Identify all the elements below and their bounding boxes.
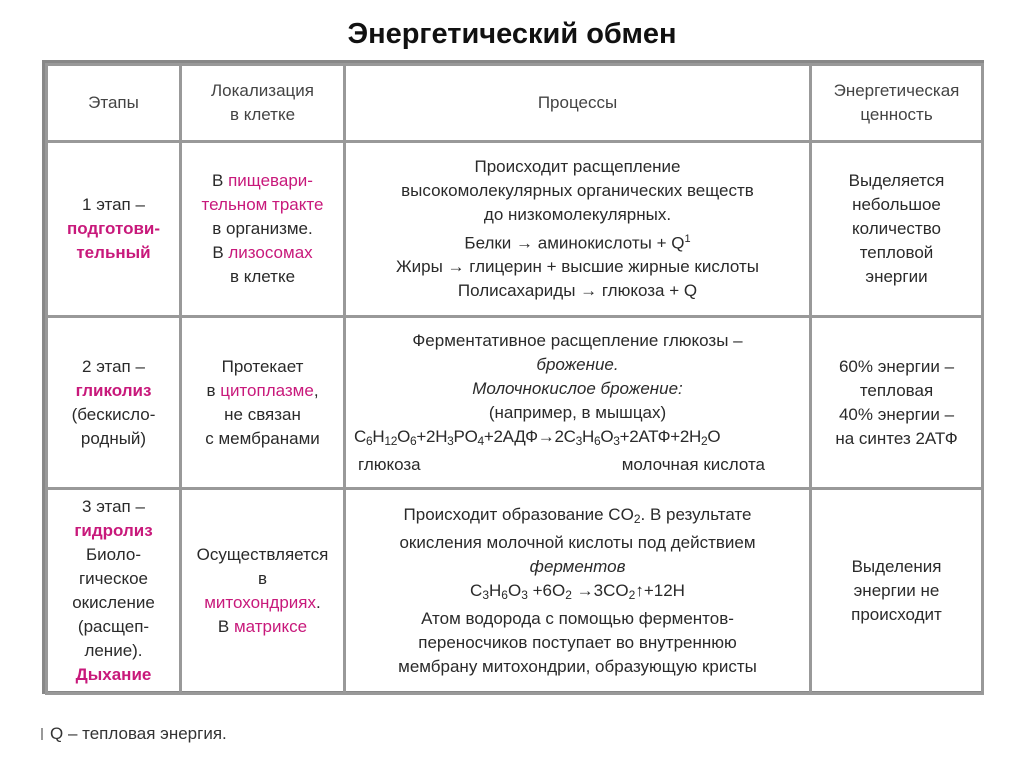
header-stages: Этапы bbox=[47, 65, 181, 142]
header-row bbox=[47, 65, 983, 142]
page-title: Энергетический обмен bbox=[347, 18, 677, 50]
table-row-stage-2 bbox=[47, 317, 983, 489]
localization-cell: Осуществляется в митохондриях. В матриксе bbox=[181, 489, 345, 694]
stage-cell: 3 этап – гидролиз Биоло- гическое окисление (расщеп- ление). Дыхание bbox=[47, 489, 181, 694]
process-cell: Происходит образование $CO_2$. В результате окисления молочной кислоты под действием ферментов $C_3H_6O_3 +6O_2$ $\to 3CO_2↑+12H$ Атом водорода с помощью ферментов- переносчиков поступает во внутреннюю мембрану митохондрии, образующую кристы bbox=[345, 489, 811, 694]
table-row-stage-1 bbox=[47, 142, 983, 317]
footnote-marker bbox=[41, 728, 43, 740]
localization-cell: В пищевари- тельном тракте в организме. В лизосомах в клетке bbox=[181, 142, 345, 317]
process-cell: Ферментативное расщепление глюкозы – брожение. Молочнокислое брожение: (например, в мышцах) $C_6H_{12}O_6+2H_3PO_4+2АДФ\to 2C_3H_6O_3+2АТФ+2H_2O$ глюкоза молочная кислота bbox=[345, 317, 811, 489]
localization-cell: Протекает в цитоплазме, не связан с мембранами bbox=[181, 317, 345, 489]
energy-value-cell: Выделяется небольшое количество тепловой энергии bbox=[811, 142, 983, 317]
process-cell: Происходит расщепление высокомолекулярных органических веществ до низкомолекулярных. Белки → аминокислоты + $Q^1$ Жиры → глицерин + высшие жирные кислоты Полисахариды → глюкоза + Q bbox=[345, 142, 811, 317]
glycolysis-equation: $C_6H_{12}O_6+2H_3PO_4+2АДФ\to 2C_3H_6O_3+2АТФ+2H_2O$ bbox=[354, 426, 721, 448]
table-row-stage-3 bbox=[47, 489, 983, 694]
equation-labels: глюкоза молочная кислота bbox=[358, 454, 765, 474]
header-processes: Процессы bbox=[345, 65, 811, 142]
header-energy-value: Энергетическая ценность bbox=[811, 65, 983, 142]
energy-value-cell: 60% энергии – тепловая 40% энергии – на синтез 2АТФ bbox=[811, 317, 983, 489]
stage-cell: 2 этап – гликолиз (бескисло- родный) bbox=[47, 317, 181, 489]
energy-value-cell: Выделения энергии не происходит bbox=[811, 489, 983, 694]
stage-cell: 1 этап – подготови- тельный bbox=[47, 142, 181, 317]
oxidation-equation: $C_3H_6O_3 +6O_2$ $\to 3CO_2↑+12H$ bbox=[470, 581, 685, 602]
energy-metabolism-table bbox=[42, 60, 984, 694]
footnote: Q – тепловая энергия. bbox=[50, 724, 227, 743]
header-localization: Локализация в клетке bbox=[181, 65, 345, 142]
